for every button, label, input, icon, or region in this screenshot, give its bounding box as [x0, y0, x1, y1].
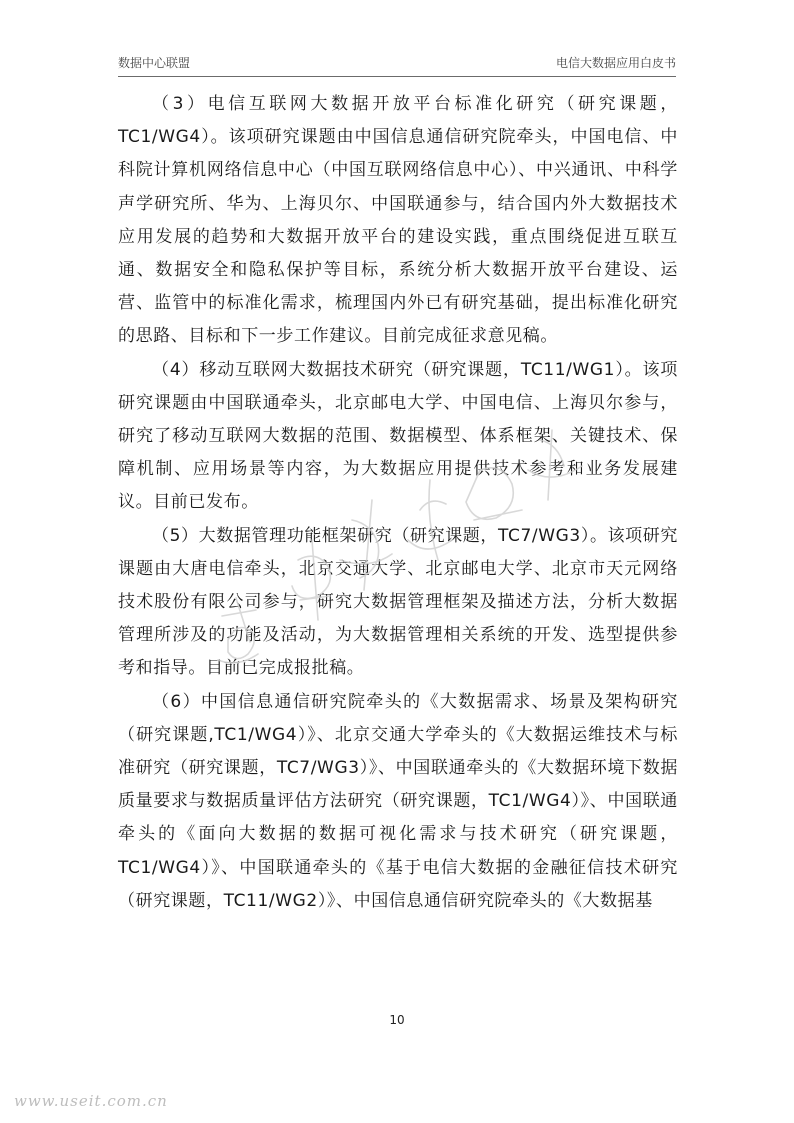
paragraph-6: （6）中国信息通信研究院牵头的《大数据需求、场景及架构研究（研究课题,TC1/WG4）》、北京交通大学牵头的《大数据运维技术与标准研究（研究课题，TC7/WG3）》、中国联通牵头的《大数据环境下数据质量要求与数据质量评估方法研究（研究课题，TC1/WG4）》、中国联通牵头的《面向大数据的数据可视化需求与技术研究（研究课题，TC1/WG4）》、中国联通牵头的《基于电信大数据的金融征信技术研究（研究课题，TC11/WG2）》、中国信息通信研究院牵头的《大数据基: [118, 691, 678, 911]
body-text: [118, 88, 678, 918]
header-divider: [118, 76, 676, 77]
paragraph-5: （5）大数据管理功能框架研究（研究课题，TC7/WG3）。该项研究课题由大唐电信牵头，北京交通大学、北京邮电大学、北京市天元网络技术股份有限公司参与，研究大数据管理框架及描述方法，分析大数据管理所涉及的功能及活动，为大数据管理相关系统的开发、选型提供参考和指导。目前已完成报批稿。: [118, 525, 678, 679]
header-document-title: 电信大数据应用白皮书: [555, 56, 676, 70]
watermark-url: www.useit.com.cn: [14, 1092, 168, 1110]
page-number: 10: [389, 1013, 405, 1027]
header-organization: 数据中心联盟: [118, 56, 191, 70]
page-header: [118, 54, 676, 72]
paragraph-4: （4）移动互联网大数据技术研究（研究课题，TC11/WG1）。该项研究课题由中国联通牵头，北京邮电大学、中国电信、上海贝尔参与，研究了移动互联网大数据的范围、数据模型、体系框架、关键技术、保障机制、应用场景等内容，为大数据应用提供技术参考和业务发展建议。目前已发布。: [118, 359, 678, 513]
paragraph-3: （3）电信互联网大数据开放平台标准化研究（研究课题，TC1/WG4）。该项研究课题由中国信息通信研究院牵头，中国电信、中科院计算机网络信息中心（中国互联网络信息中心）、中兴通讯、中科学声学研究所、华为、上海贝尔、中国联通参与，结合国内外大数据技术应用发展的趋势和大数据开放平台的建设实践，重点围绕促进互联互通、数据安全和隐私保护等目标，系统分析大数据开放平台建设、运营、监管中的标准化需求，梳理国内外已有研究基础，提出标准化研究的思路、目标和下一步工作建议。目前完成征求意见稿。: [118, 94, 678, 347]
